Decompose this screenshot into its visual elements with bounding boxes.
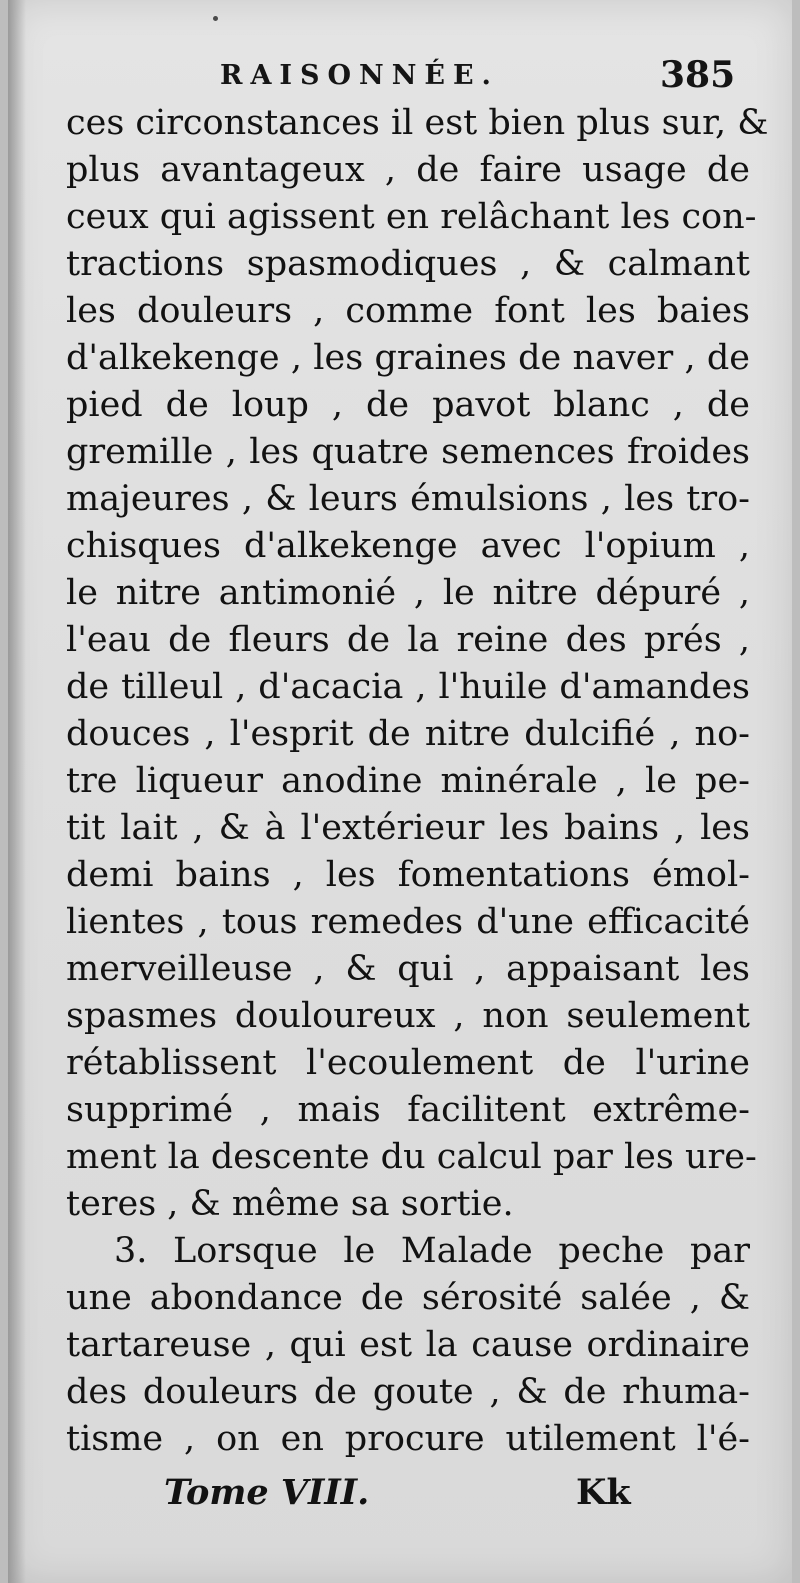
text-line: le nitre antimonié , le nitre dépuré , <box>66 573 750 613</box>
text-line: tit lait , & à l'extérieur les bains , les <box>66 808 750 848</box>
text-line: supprimé , mais facilitent extrême- <box>66 1090 750 1130</box>
text-line: une abondance de sérosité salée , & <box>66 1278 750 1318</box>
text-line: ment la descente du calcul par les ure- <box>66 1137 757 1177</box>
text-line: tre liqueur anodine minérale , le pe- <box>66 761 750 801</box>
page-header <box>8 54 792 102</box>
text-line: de tilleul , d'acacia , l'huile d'amandes <box>66 667 750 707</box>
book-page <box>8 0 792 1583</box>
ink-speck <box>213 16 218 21</box>
text-line: les douleurs , comme font les baies <box>66 291 750 331</box>
text-line: rétablissent l'ecoulement de l'urine <box>66 1043 750 1083</box>
gathering-signature: Kk <box>576 1472 631 1513</box>
text-line: douces , l'esprit de nitre dulcifié , no- <box>66 714 750 754</box>
text-line: ces circonstances il est bien plus sur, & <box>66 103 769 143</box>
text-line: tartareuse , qui est la cause ordinaire <box>66 1325 750 1365</box>
text-line: plus avantageux , de faire usage de <box>66 150 750 190</box>
text-line: tractions spasmodiques , & calmant <box>66 244 750 284</box>
text-line: tisme , on en procure utilement l'é- <box>66 1419 750 1459</box>
running-head: RAISONNÉE. <box>220 60 499 91</box>
text-line: des douleurs de goute , & de rhuma- <box>66 1372 750 1412</box>
text-line: demi bains , les fomentations émol- <box>66 855 750 895</box>
text-line: spasmes douloureux , non seulement <box>66 996 750 1036</box>
text-line: pied de loup , de pavot blanc , de <box>66 385 750 425</box>
text-line: chisques d'alkekenge avec l'opium , <box>66 526 750 566</box>
body-text <box>66 100 769 1463</box>
text-line: merveilleuse , & qui , appaisant les <box>66 949 750 989</box>
page-footer <box>8 1472 792 1522</box>
page-number: 385 <box>660 54 736 96</box>
text-line: gremille , les quatre semences froides <box>66 432 750 472</box>
text-line: lientes , tous remedes d'une efficacité <box>66 902 750 942</box>
text-line: majeures , & leurs émulsions , les tro- <box>66 479 750 519</box>
text-line: d'alkekenge , les graines de naver , de <box>66 338 750 378</box>
paragraph-end-line: teres , & même sa sortie. <box>66 1184 514 1224</box>
page-gutter-shadow <box>8 0 26 1583</box>
paragraph-start-line: 3. Lorsque le Malade peche par <box>114 1231 750 1271</box>
text-line: ceux qui agissent en relâchant les con- <box>66 197 757 237</box>
text-line: l'eau de fleurs de la reine des prés , <box>66 620 750 660</box>
volume-signature: Tome VIII. <box>164 1472 370 1513</box>
